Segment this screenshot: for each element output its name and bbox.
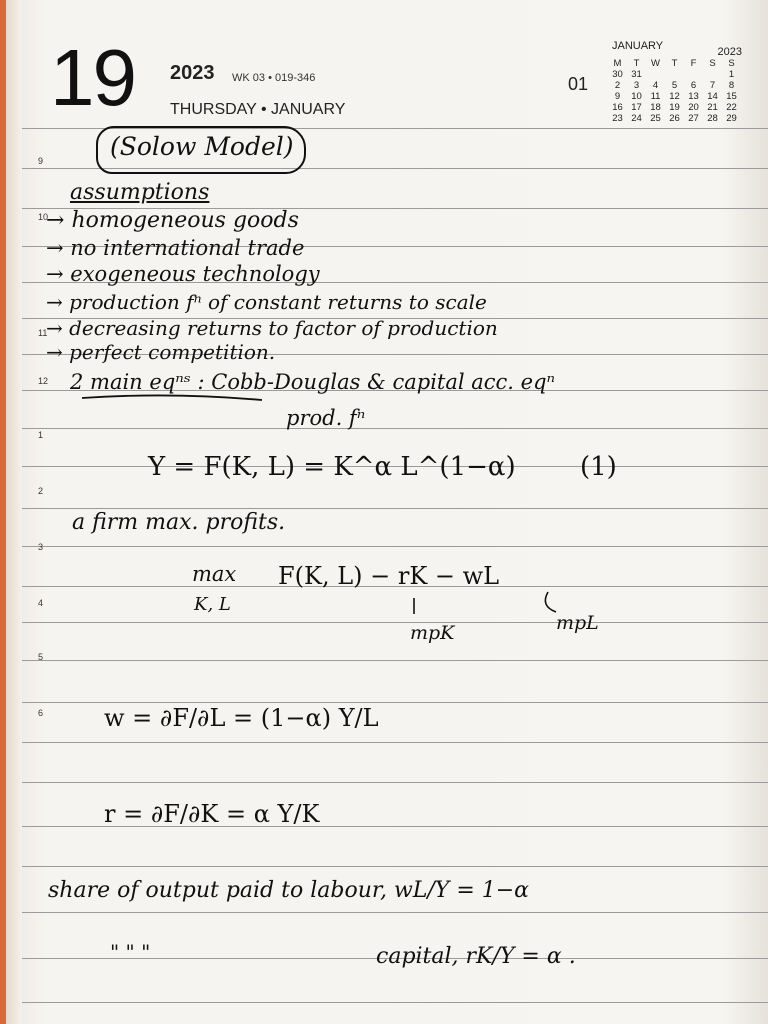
calendar-weekday: F [690, 58, 697, 69]
main-equations-line: 2 main eqⁿˢ : Cobb-Douglas & capital acc. eqⁿ [70, 370, 556, 394]
assumption-text: production fⁿ of constant returns to scale [69, 290, 487, 314]
calendar-day: 24 [631, 113, 642, 124]
calendar-day: 13 [688, 91, 699, 102]
calendar-day: 28 [707, 113, 718, 124]
arrow-icon: → [46, 290, 70, 314]
calendar-day: 22 [726, 102, 737, 113]
production-function-label: prod. fⁿ [286, 406, 366, 430]
capital-share-line: capital, rK/Y = α . [376, 944, 576, 969]
cobb-douglas-equation: Y = F(K, L) = K^α L^(1−α) [148, 452, 516, 482]
month-number: 01 [568, 74, 589, 94]
calendar-day: 15 [726, 91, 737, 102]
calendar-day: 18 [650, 102, 661, 113]
wage-equation: w = ∂F/∂L = (1−α) Y/L [104, 704, 379, 732]
calendar-day: 29 [726, 113, 737, 124]
calendar-day: 14 [707, 91, 718, 102]
assumption-text: exogeneous technology [70, 262, 320, 286]
hour-marker: 2 [38, 486, 44, 496]
calendar-day: 8 [728, 80, 735, 91]
calendar-day: 4 [652, 80, 659, 91]
hour-marker: 5 [38, 652, 44, 662]
calendar-day: 30 [612, 69, 623, 80]
assumption-text: no international trade [70, 236, 305, 260]
year-label: 2023 [170, 62, 215, 84]
calendar-day: 6 [690, 80, 697, 91]
calendar-weekday: T [671, 58, 678, 69]
calendar-day: 7 [709, 80, 716, 91]
calendar-day: 19 [669, 102, 680, 113]
hour-marker: 9 [38, 156, 44, 166]
calendar-day: 20 [688, 102, 699, 113]
calendar-year: 2023 [717, 46, 742, 58]
weekday-month-label: THURSDAY • JANUARY [170, 101, 346, 118]
calendar-weekday: T [633, 58, 640, 69]
mpl-label: mpL [556, 612, 599, 634]
calendar-day: 11 [650, 91, 661, 102]
calendar-day: 31 [631, 69, 642, 80]
calendar-day: 21 [707, 102, 718, 113]
assumption-text: perfect competition. [69, 340, 276, 364]
hour-marker: 11 [38, 328, 48, 338]
calendar-month: JANUARY [612, 40, 664, 52]
mpk-label: mpK [410, 622, 455, 644]
calendar-weekday: M [613, 58, 622, 69]
labour-share-line: share of output paid to labour, wL/Y = 1−α [48, 878, 530, 903]
arrow-icon: → [46, 316, 70, 340]
max-word: max [192, 562, 237, 586]
week-label: WK 03 • 019-346 [232, 72, 316, 84]
equation-number: (1) [580, 452, 617, 482]
calendar-day: 3 [633, 80, 640, 91]
hour-marker: 6 [38, 708, 44, 718]
firm-profit-line: a firm max. profits. [72, 510, 286, 535]
hour-marker: 4 [38, 598, 44, 608]
calendar-day: 17 [631, 102, 642, 113]
ditto-marks: " " " [110, 940, 151, 964]
hour-marker: 1 [38, 430, 44, 440]
calendar-day: 16 [612, 102, 623, 113]
calendar-day: 1 [728, 69, 735, 80]
calendar-day: 5 [671, 80, 678, 91]
profit-expression: F(K, L) − rK − wL [278, 562, 500, 590]
calendar-day: 10 [631, 91, 642, 102]
calendar-day: 25 [650, 113, 661, 124]
assumption-text: homogeneous goods [71, 208, 299, 233]
calendar-day: 27 [688, 113, 699, 124]
rental-rate-equation: r = ∂F/∂K = α Y/K [104, 800, 320, 828]
arrow-icon: → [46, 340, 70, 364]
hour-marker: 10 [38, 212, 49, 222]
calendar-day: 2 [614, 80, 621, 91]
assumption-text: decreasing returns to factor of production [69, 316, 498, 340]
calendar-day: 26 [669, 113, 680, 124]
note-title: (Solow Model) [110, 132, 294, 161]
arrow-icon: → [46, 262, 71, 286]
arrow-icon: → [46, 208, 72, 233]
calendar-day: 9 [614, 91, 621, 102]
hour-marker: 3 [38, 542, 44, 552]
calendar-weekday: S [728, 58, 735, 69]
calendar-weekday: W [651, 58, 660, 69]
calendar-day: 12 [669, 91, 680, 102]
max-subscript: K, L [194, 594, 231, 615]
calendar-weekday: S [709, 58, 716, 69]
assumptions-heading: assumptions [70, 180, 210, 205]
calendar-day: 23 [612, 113, 623, 124]
day-number: 19 [50, 33, 135, 122]
hour-marker: 12 [38, 376, 49, 386]
arrow-icon: → [46, 236, 71, 260]
